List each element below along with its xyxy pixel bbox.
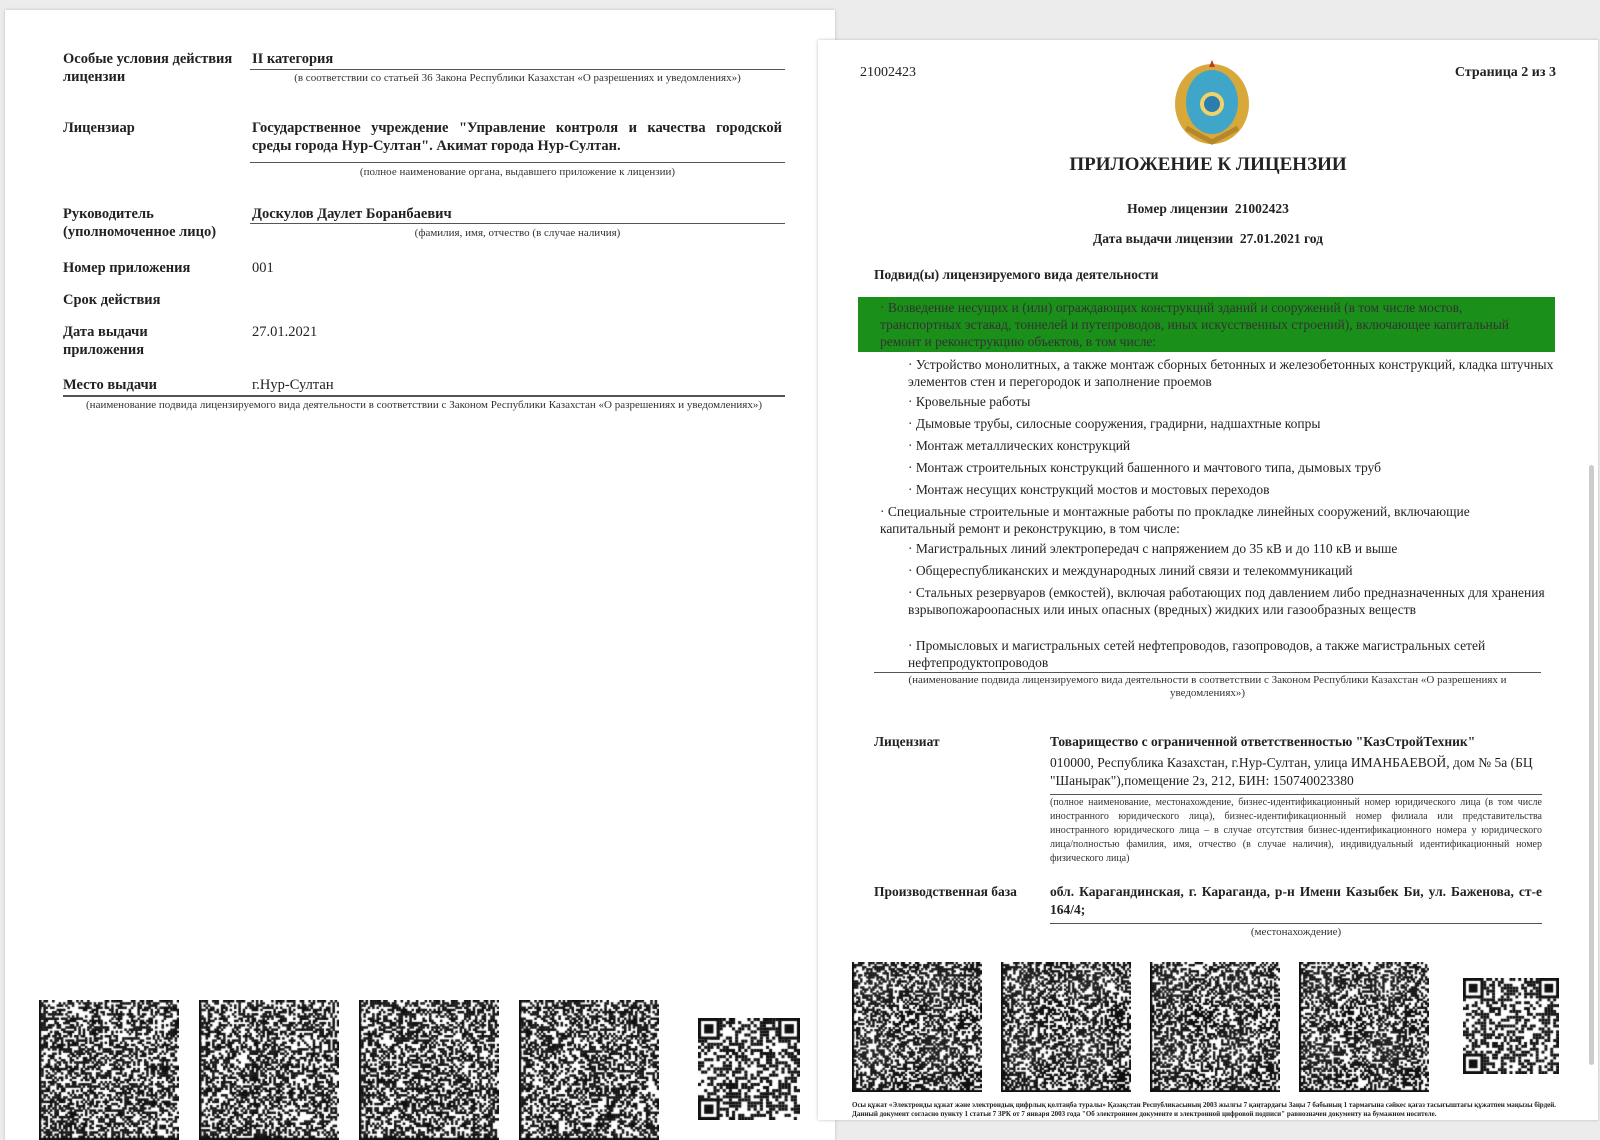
head-value: Доскулов Даулет Боранбаевич bbox=[252, 206, 452, 222]
right-document-page bbox=[818, 40, 1598, 1120]
head-note: (фамилия, имя, отчество (в случае наличия) bbox=[414, 227, 621, 239]
activities-note: (наименование подвида лицензируемого вида деятельности в соответствии с Законом Республики Казахстан «О разрешениях и уведомлениях») bbox=[908, 674, 1507, 699]
qr-code bbox=[698, 1018, 800, 1120]
activity-subitem: · Монтаж строительных конструкций башенного и мачтового типа, дымовых труб bbox=[908, 460, 1381, 475]
activity-subitem: · Монтаж несущих конструкций мостов и мостовых переходов bbox=[908, 482, 1270, 497]
datamatrix-code bbox=[39, 1000, 179, 1140]
activity-item: · Специальные строительные и монтажные работы по прокладке линейных сооружений, включающие капитальный ремонт и реконструкцию, в том числе: bbox=[880, 504, 1470, 536]
license-number-value: 21002423 bbox=[1234, 201, 1289, 216]
left-document-page bbox=[5, 10, 835, 1140]
licensee-name: Товарищество с ограниченной ответственностью "КазСтройТехник" bbox=[1050, 734, 1476, 749]
datamatrix-code bbox=[1001, 962, 1131, 1092]
footer-legal-text: Осы құжат «Электронды құжат және электрондық цифрлық қолтаңба туралы» Қазақстан Республикасының 2003 жылғы 7 қаңтардағы Заңы 7 бабының 1 тармағына сәйкес қағаз тасығыштағы құжатпен маңызы бірдей. Данный документ согласно пункту 1 статьи 7 ЗРК от 7 января 2003 года "Об электронном документе и электронной цифровой подписи" равнозначен документу на бумажном носителе. bbox=[852, 1101, 1557, 1118]
issue-date-label: Дата выдачи приложения bbox=[63, 324, 148, 358]
validity-label: Срок действия bbox=[63, 292, 161, 308]
issue-place-label: Место выдачи bbox=[63, 377, 158, 393]
activity-subitem: · Общереспубликанских и международных линий связи и телекоммуникаций bbox=[908, 563, 1353, 578]
datamatrix-code bbox=[852, 962, 982, 1092]
datamatrix-code bbox=[1150, 962, 1280, 1092]
appendix-number-label: Номер приложения bbox=[63, 260, 191, 276]
datamatrix-code bbox=[519, 1000, 659, 1140]
subtypes-heading: Подвид(ы) лицензируемого вида деятельности bbox=[874, 267, 1159, 282]
licensee-label: Лицензиат bbox=[874, 734, 940, 749]
activity-subitem: · Магистральных линий электропередач с напряжением до 35 кВ и до 110 кВ и выше bbox=[908, 541, 1398, 556]
issue-place-value: г.Нур-Султан bbox=[252, 377, 334, 393]
state-emblem-icon bbox=[1172, 58, 1252, 146]
license-date-value: 27.01.2021 год bbox=[1239, 231, 1323, 246]
qr-code bbox=[1463, 978, 1559, 1074]
special-conditions-label: Особые условия действия лицензии bbox=[63, 51, 233, 85]
document-number: 21002423 bbox=[860, 65, 916, 80]
production-base-label: Производственная база bbox=[874, 884, 1017, 899]
issue-place-note: (наименование подвида лицензируемого вида деятельности в соответствии с Законом Республики Казахстан «О разрешениях и уведомлениях») bbox=[86, 399, 762, 411]
license-date-label: Дата выдачи лицензии bbox=[1093, 231, 1234, 246]
licensor-note: (полное наименование органа, выдавшего приложение к лицензии) bbox=[359, 166, 676, 178]
datamatrix-code bbox=[1299, 962, 1429, 1092]
activity-subitem: · Кровельные работы bbox=[908, 394, 1031, 409]
datamatrix-code bbox=[359, 1000, 499, 1140]
scrollbar[interactable] bbox=[1589, 465, 1594, 1065]
production-base-note: (местонахождение) bbox=[1250, 926, 1342, 938]
activity-subitem: · Устройство монолитных, а также монтаж сборных бетонных и железобетонных конструкций, кладка штучных элементов стен и перегородок и заполнение проемов bbox=[908, 357, 1554, 389]
issue-date-value: 27.01.2021 bbox=[252, 324, 318, 340]
license-number-label: Номер лицензии bbox=[1127, 201, 1229, 216]
page-title: ПРИЛОЖЕНИЕ К ЛИЦЕНЗИИ bbox=[1069, 154, 1347, 175]
licensor-label: Лицензиар bbox=[63, 120, 135, 136]
head-label: Руководитель (уполномоченное лицо) bbox=[63, 206, 217, 240]
special-conditions-note: (в соответствии со статьей 36 Закона Республики Казахстан «О разрешениях и уведомлениях») bbox=[294, 72, 741, 84]
activity-subitem: · Промысловых и магистральных сетей нефтепроводов, газопроводов, а также магистральных сетей нефтепродуктопроводов bbox=[908, 638, 1486, 670]
page-indicator: Страница 2 из 3 bbox=[1454, 65, 1556, 80]
activity-subitem: · Дымовые трубы, силосные сооружения, градирни, надшахтные копры bbox=[908, 416, 1321, 431]
datamatrix-code bbox=[199, 1000, 339, 1140]
licensor-value: Государственное учреждение "Управление контроля и качества городской среды города Нур-Султан". Акимат города Нур-Султан. bbox=[252, 120, 782, 154]
activity-item-highlighted: · Возведение несущих и (или) ограждающих конструкций зданий и сооружений (в том числе мостов, транспортных эстакад, тоннелей и путепроводов, иных искусственных строений), включающее капитальный ремонт и реконструкцию объектов, в том числе: bbox=[880, 300, 1510, 349]
special-conditions-value: II категория bbox=[252, 51, 334, 67]
appendix-number-value: 001 bbox=[252, 260, 274, 276]
activity-subitem: · Стальных резервуаров (емкостей), включая работающих под давлением либо предназначенных для хранения взрывопожароопасных или иных опасных (вредных) жидких или газообразных веществ bbox=[908, 585, 1545, 617]
licensee-note: (полное наименование, местонахождение, бизнес-идентификационный номер юридического лица (в том числе иностранного юридического лица), бизнес-идентификационный номер филиала или представительства иностранного юридического лица – в случае отсутствия бизнес-идентификационного номера у юридического лица/полностью фамилия, имя, отчество (в случае наличия), индивидуальный идентификационный номер физического лица) bbox=[1050, 797, 1542, 864]
licensee-address: 010000, Республика Казахстан, г.Нур-Султан, улица ИМАНБАЕВОЙ, дом № 5а (БЦ "Шанырак"),помещение 2з, 212, БИН: 150740023380 bbox=[1050, 755, 1533, 788]
production-base-value: обл. Карагандинская, г. Караганда, р-н Имени Казыбек Би, ул. Баженова, ст-е 164/4; bbox=[1050, 884, 1542, 917]
activity-subitem: · Монтаж металлических конструкций bbox=[908, 438, 1131, 453]
